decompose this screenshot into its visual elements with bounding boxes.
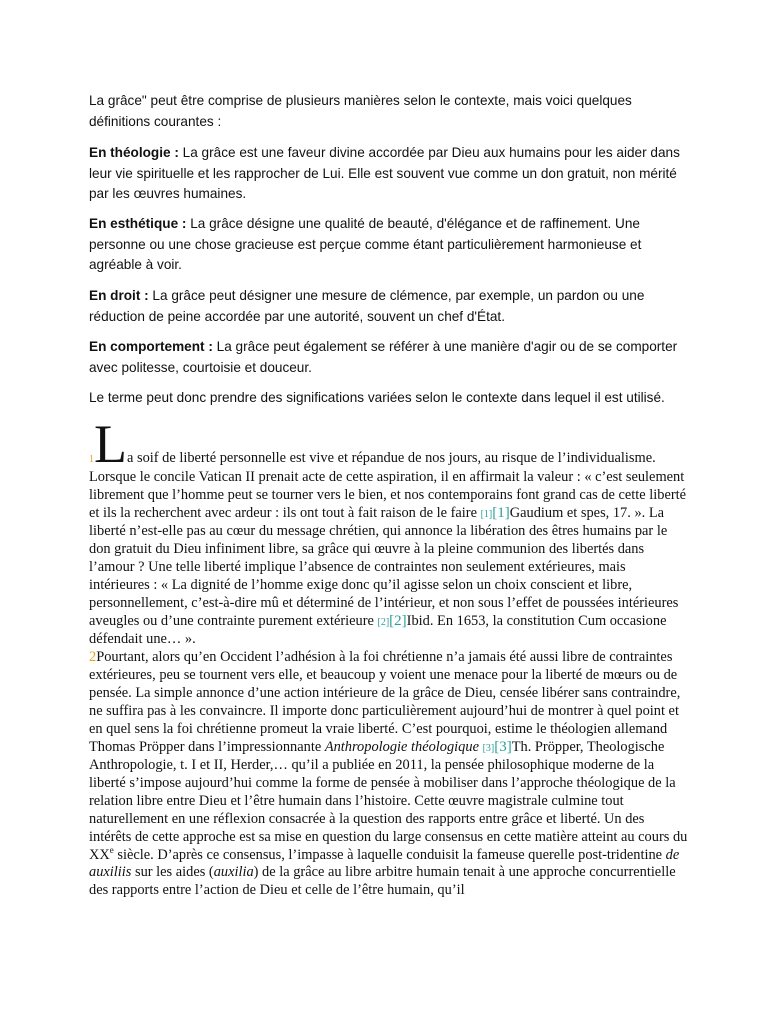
footnote-text: Gaudium et spes, 17. ». [509, 504, 646, 521]
definition-text: La grâce désigne une qualité de beauté, d'élégance et de raffinement. Une personne ou une chose gracieuse est perçue comme étant particulièrement harmonieuse et agréable à voir. [89, 216, 642, 272]
footnote-link[interactable]: [1] [492, 504, 510, 521]
definition-term: En théologie : [89, 145, 179, 160]
article-text: siècle. D’après ce consensus, l’impasse à laquelle conduisit la fameuse querelle post-tridentine [113, 846, 666, 863]
definition-text: La grâce peut également se référer à une manière d'agir ou de se comporter avec politesse, courtoisie et douceur. [89, 339, 678, 375]
footnote-ref-link[interactable]: [1] [480, 508, 493, 520]
intro-paragraph: La grâce" peut être comprise de plusieurs manières selon le contexte, mais voici quelques définitions courantes : [89, 93, 632, 129]
paragraph-number-link[interactable]: 1 [89, 454, 94, 465]
definition-theologie [89, 143, 689, 205]
definition-term: En esthétique : [89, 216, 187, 231]
footnote-text: Ibid. En 1653, la constitution Cum occasione défendait une… ». [89, 612, 667, 648]
definition-term: En droit : [89, 288, 149, 303]
definition-comportement [89, 337, 689, 378]
article-text: qu’il a publiée en 2011, la pensée philosophique moderne de la liberté s’impose aujourd’hui comme la forme de pensée à mobiliser dans l’approche théologique de la relation libre entre Dieu et l’être humain dans l’histoire. Cette œuvre magistrale culmine tout naturellement en une réflexion consacrée à la question des rapports entre grâce et liberté. Un des intérêts de cette approche est sa mise en question du large consensus en cette matière atteint au cours du XX [89, 757, 688, 863]
article-text: ) de la grâce au libre arbitre humain tenait à une approche concurrentielle des rapports entre l’action de Dieu et celle de l’être humain, qu’il [89, 864, 676, 899]
italic-term: de auxiliis [89, 846, 680, 881]
definition-droit [89, 286, 689, 327]
paragraph-number-link[interactable]: 2 [89, 649, 97, 666]
conclusion-paragraph: Le terme peut donc prendre des significations variées selon le contexte dans lequel il est utilisé. [89, 390, 665, 405]
drop-cap: L [94, 414, 127, 474]
article-body [89, 414, 689, 900]
superscript: e [109, 844, 114, 855]
article-text: Pourtant, alors qu’en Occident l’adhésion à la foi chrétienne n’a jamais été aussi libre de contraintes extérieures, peu se tournent vers elle, et beaucoup y voient une menace pour la liberté de mœurs ou de pensée. La simple annonce d’une action intérieure de la grâce de Dieu, censée libérer sans contraindre, ne suffira pas à les convaincre. Il importe donc particulièrement aujourd’hui de montrer à quel point et en quel sens la foi chrétienne promeut la vraie liberté. C’est pourquoi, estime le théologien allemand Thomas Pröpper dans l’impressionnante [89, 649, 681, 755]
footnote-text: Th. Pröpper, Theologische Anthropologie, t. I et II, Herder,… [89, 738, 665, 774]
definition-esthetique [89, 214, 689, 276]
definition-term: En comportement : [89, 339, 213, 354]
article-paragraph-2 [89, 649, 689, 900]
article-paragraph-1 [89, 414, 689, 649]
footnote-ref-link[interactable]: [2] [377, 616, 390, 628]
footnote-ref-link[interactable]: [3] [482, 742, 495, 754]
definition-text: La grâce peut désigner une mesure de clémence, par exemple, un pardon ou une réduction de peine accordée par une autorité, souvent un chef d'État. [89, 288, 645, 324]
definition-text: La grâce est une faveur divine accordée par Dieu aux humains pour les aider dans leur vie spirituelle et les rapprocher de Lui. Elle est souvent vue comme un don gratuit, non mérité par les œuvres humaines. [89, 145, 680, 201]
article-text: La liberté n’est-elle pas au cœur du message chrétien, qui annonce la libération des êtres humains par le don gratuit du Dieu infiniment libre, sa grâce qui œuvre à la pleine communion des libertés dans l’amour ? Une telle liberté implique l’absence de contraintes non seulement extérieures, mais intérieures : « La dignité de l’homme exige donc qu’il agisse selon un choix conscient et libre, personnellement, c’est-à-dire mû et déterminé de l’intérieur, et non sous l’effet de poussées intérieures aveugles ou d’une contrainte purement extérieure [89, 504, 679, 629]
book-title: Anthropologie théologique [324, 738, 479, 755]
article-text: a soif de liberté personnelle est vive et répandue de nos jours, au risque de l’individualisme. Lorsque le concile Vatican II prenait acte de cette aspiration, il en affirmait la valeur : « c’est seulement librement que l’homme peut se tourner vers le bien, et nos contemporains font grand cas de cette liberté et ils la recherchent avec ardeur : ils ont tout à fait raison de le faire [89, 450, 687, 521]
footnote-link[interactable]: [3] [494, 738, 512, 755]
footnote-link[interactable]: [2] [389, 612, 407, 629]
italic-term: auxilia [213, 864, 254, 881]
article-text: sur les aides ( [131, 864, 214, 881]
